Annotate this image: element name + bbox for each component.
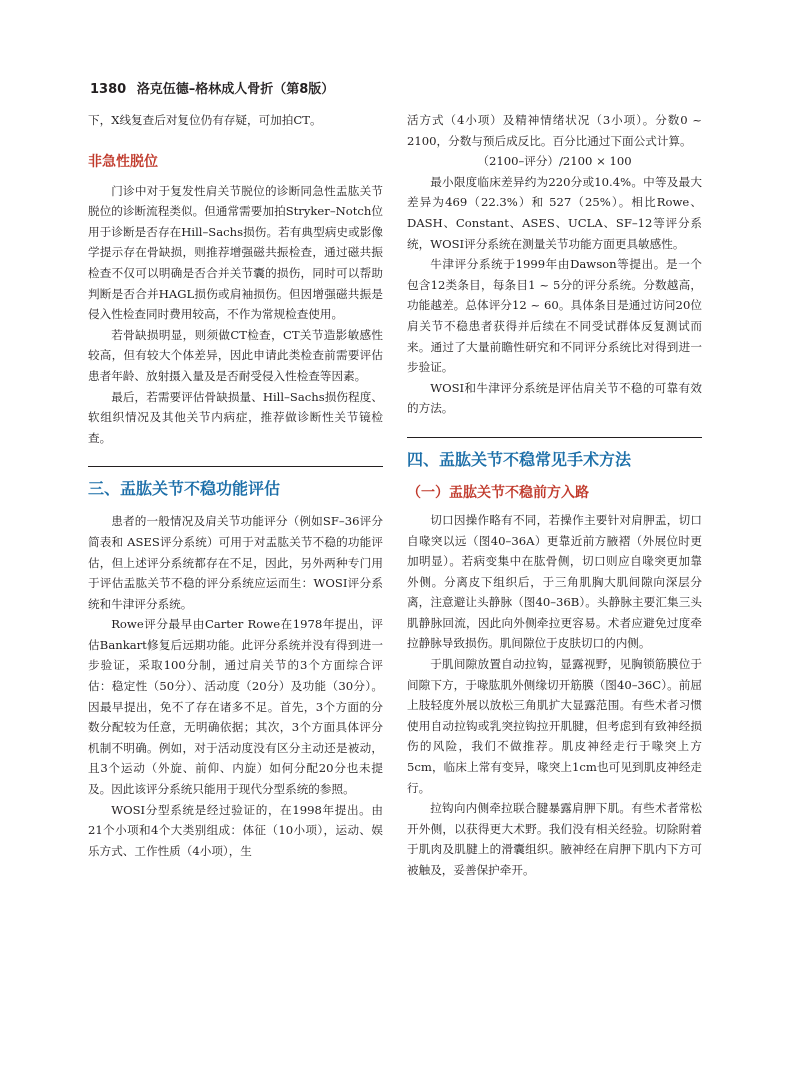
subsection-heading-anterior-approach: （一）盂肱关节不稳前方入路 [407,484,589,501]
paragraph: 患者的一般情况及肩关节功能评分（例如SF–36评分简表和 ASES评分系统）可用于对盂肱关节不稳的功能评估，但上述评分系统都存在不足，因此，另外两种专门用于评估盂肱关节不稳的评分系统应运而生：WOSI评分系统和牛津评分系统。 [88,514,383,611]
paragraph: Rowe评分最早由Carter Rowe在1978年提出，评估Bankart修复后远期功能。此评分系统并没有得到进一步验证，采取100分制，通过肩关节的3个方面综合评估：稳定性（50分）、活动度（20分）及功能（30分）。因最早提出，免不了存在诸多不足。首先，3个方面的分数分配较为任意，无明确依据；其次，3个方面具体评分机制不明确。例如，对于活动度没有区分主动还是被动，且3个运动（外旋、前仰、内旋）如何分配20分也未提及。因此该评分系统只能用于现代分型系统的参照。 [88,617,383,797]
book-title: 洛克伍德–格林成人骨折（第8版） [136,82,335,97]
paragraph: 门诊中对于复发性肩关节脱位的诊断同急性盂肱关节脱位的诊断流程类似。但通常需要加拍Stryker–Notch位用于诊断是否存在Hill–Sachs损伤。若有典型病史或影像学提示存在骨缺损，则推荐增强磁共振检查，通过磁共振检查不仅可以明确是否合并关节囊的损伤，同时可以帮助判断是否合并HAGL损伤或肩袖损伤。但因增强磁共振是侵入性检查同时费用较高，不作为常规检查使用。 [88,183,383,322]
section-heading-functional-evaluation: 三、盂肱关节不稳功能评估 [88,466,383,499]
paragraph: WOSI分型系统是经过验证的，在1998年提出。由21个小项和4个大类别组成：体征（10小项），运动、娱乐方式、工作性质（4小项），生 [88,802,383,858]
right-column [407,110,702,881]
page-number: 1380 [90,82,127,97]
paragraph: WOSI和牛津评分系统是评估肩关节不稳的可靠有效的方法。 [407,380,702,416]
paragraph: 牛津评分系统于1999年由Dawson等提出。是一个包含12类条目，每条目1 ~ 5分的评分系统。分数越高，功能越差。总体评分12 ~ 60。具体条目是通过访问20位肩关节不稳患者获得并后续在不同受试群体反复测试而来。通过了大量前瞻性研究和不同评分系统比对得到进一步验证。 [407,257,702,375]
paragraph: 拉钩向内侧牵拉联合腱暴露肩胛下肌。有些术者常松开外侧，以获得更大术野。我们没有相关经验。切除附着于肌肉及肌腱上的滑囊组织。腋神经在肩胛下肌内下方可被触及，妥善保护牵开。 [407,801,702,877]
running-header [90,78,334,97]
paragraph: 于肌间隙放置自动拉钩，显露视野，见胸锁筋膜位于间隙下方，于喙肱肌外侧缘切开筋膜（图40–36C）。前屈上肢轻度外展以放松三角肌扩大显露范围。有些术者习惯使用自动拉钩或乳突拉钩拉开肌腱，但考虑到有致神经损伤的风险，我们不做推荐。肌皮神经走行于喙突上方5cm，临床上常有变异，喙突上1cm也可见到肌皮神经走行。 [407,657,702,795]
paragraph: 下，X线复查后对复位仍有存疑，可加拍CT。 [88,113,322,127]
paragraph: 最后，若需要评估骨缺损量、Hill–Sachs损伤程度、软组织情况及其他关节内病症，推荐做诊断性关节镜检查。 [88,389,383,445]
left-column [88,110,383,861]
heading-nonacute-dislocation: 非急性脱位 [88,153,158,170]
section-heading-surgical-methods: 四、盂肱关节不稳常见手术方法 [407,437,702,470]
paragraph: 活方式（4小项）及精神情绪状况（3小项）。分数0 ~ 2100，分数与预后成反比。百分比通过下面公式计算。 [407,113,702,148]
formula: （2100–评分）/2100 × 100 [477,154,632,169]
paragraph: 切口因操作略有不同，若操作主要针对肩胛盂，切口自喙突以远（图40–36A）更靠近前方腋褶（外展位时更加明显）。若病变集中在肱骨侧，切口则应自喙突更加靠外侧。分离皮下组织后，于三角肌胸大肌间隙向深层分离，注意避让头静脉（图40–36B）。头静脉主要汇集三头肌静脉回流，因此向外侧牵拉更容易。术者应避免过度牵拉静脉导致损伤。肌间隙位于皮肤切口的内侧。 [407,512,702,651]
paragraph: 若骨缺损明显，则须做CT检查，CT关节造影敏感性较高，但有较大个体差异，因此申请此类检查前需要评估患者年龄、放射摄入量及是否耐受侵入性检查等因素。 [88,327,383,383]
paragraph: 最小限度临床差异约为220分或10.4%。中等及最大差异为469（22.3%）和 527（25%）。相比Rowe、DASH、Constant、ASES、UCLA、SF–12等评分系统，WOSI评分系统在测量关节功能方面更具敏感性。 [407,174,702,251]
